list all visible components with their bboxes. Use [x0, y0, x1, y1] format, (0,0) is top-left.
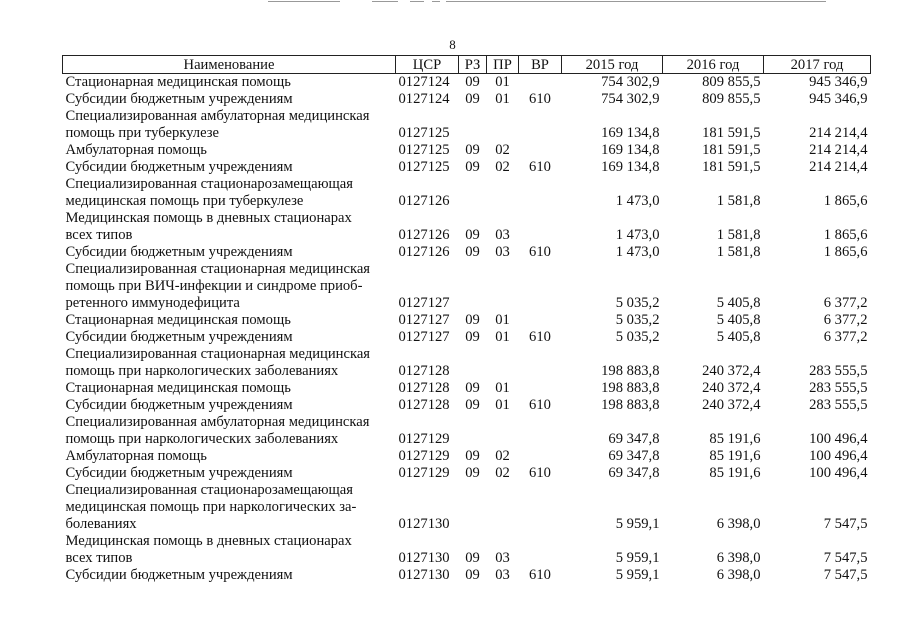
- row-name: [63, 244, 396, 261]
- table-row: [63, 108, 871, 142]
- row-csr: 0127128: [398, 397, 450, 413]
- header-vr: ВР: [519, 56, 562, 74]
- row-name-line: Стационарная медицинская помощь: [65, 74, 291, 90]
- row-2015: 5 035,2: [615, 295, 660, 311]
- row-rz: 09: [465, 159, 480, 175]
- row-name-line: Субсидии бюджетным учреждениям: [65, 397, 293, 413]
- row-vr: 610: [529, 159, 551, 175]
- table-row: [63, 380, 871, 397]
- row-vr: [519, 108, 562, 142]
- row-name: [63, 397, 396, 414]
- row-2015: 754 302,9: [601, 74, 660, 90]
- row-2016: 5 405,8: [716, 329, 761, 345]
- row-2016: 6 398,0: [716, 550, 761, 566]
- row-2016: 6 398,0: [716, 567, 761, 583]
- table-row: [63, 74, 871, 92]
- row-pr: 03: [495, 227, 510, 243]
- row-vr: [519, 312, 562, 329]
- row-2015: 169 134,8: [601, 142, 660, 158]
- row-name-line: помощь при туберкулезе: [65, 125, 219, 141]
- row-2016: 181 591,5: [702, 142, 761, 158]
- row-rz: 09: [465, 567, 480, 583]
- row-name: [63, 142, 396, 159]
- header-csr: ЦСР: [396, 56, 459, 74]
- row-name-line: болеваниях: [65, 516, 137, 532]
- row-2016: 6 398,0: [716, 516, 761, 532]
- row-name: [63, 108, 396, 142]
- row-2015: 5 035,2: [615, 312, 660, 328]
- row-2016: 181 591,5: [702, 125, 761, 141]
- row-rz: 09: [465, 465, 480, 481]
- row-csr: 0127125: [398, 142, 450, 158]
- table-row: [63, 346, 871, 380]
- row-2015: 69 347,8: [608, 448, 660, 464]
- row-2015: 5 959,1: [615, 516, 660, 532]
- row-2016: 85 191,6: [709, 448, 761, 464]
- row-pr: [487, 482, 519, 533]
- row-name-line: Медицинская помощь в дневных стационарах: [65, 533, 352, 549]
- row-pr: 01: [495, 397, 510, 413]
- row-name-line: Субсидии бюджетным учреждениям: [65, 159, 293, 175]
- row-vr: [519, 74, 562, 92]
- row-name-line: медицинская помощь при наркологических за-: [65, 499, 357, 515]
- table-row: [63, 261, 871, 312]
- header-name: Наименование: [63, 56, 396, 74]
- row-2017: 100 496,4: [809, 448, 868, 464]
- row-name: [63, 448, 396, 465]
- row-2015: 5 035,2: [615, 329, 660, 345]
- row-2017: 7 547,5: [823, 550, 868, 566]
- row-csr: 0127127: [398, 329, 450, 345]
- row-name-line: Амбулаторная помощь: [65, 142, 207, 158]
- table-row: [63, 482, 871, 533]
- row-pr: 03: [495, 550, 510, 566]
- header-2016: 2016 год: [663, 56, 764, 74]
- row-csr: 0127124: [398, 74, 450, 90]
- row-name: [63, 533, 396, 567]
- row-name-line: Субсидии бюджетным учреждениям: [65, 91, 293, 107]
- row-rz: 09: [465, 550, 480, 566]
- row-csr: 0127126: [398, 193, 450, 209]
- row-name: [63, 346, 396, 380]
- row-2016: 1 581,8: [716, 244, 761, 260]
- row-rz: 09: [465, 244, 480, 260]
- row-vr: [519, 533, 562, 567]
- row-pr: 01: [495, 329, 510, 345]
- row-2017: 7 547,5: [823, 516, 868, 532]
- row-2017: 214 214,4: [809, 159, 868, 175]
- row-name-line: Стационарная медицинская помощь: [65, 380, 291, 396]
- row-2017: 214 214,4: [809, 125, 868, 141]
- row-2017: 283 555,5: [809, 363, 868, 379]
- row-csr: 0127127: [398, 312, 450, 328]
- row-pr: [487, 261, 519, 312]
- row-name-line: Специализированная амбулаторная медицинская: [65, 108, 370, 124]
- row-2015: 69 347,8: [608, 431, 660, 447]
- table-row: [63, 329, 871, 346]
- header-pr: ПР: [487, 56, 519, 74]
- table-row: [63, 567, 871, 584]
- row-name-line: Специализированная стационарозамещающая: [65, 176, 353, 192]
- row-name-line: медицинская помощь при туберкулезе: [65, 193, 304, 209]
- row-csr: 0127126: [398, 227, 450, 243]
- row-2015: 198 883,8: [601, 397, 660, 413]
- row-2016: 5 405,8: [716, 312, 761, 328]
- row-vr: [519, 261, 562, 312]
- row-2017: 100 496,4: [809, 465, 868, 481]
- table-row: [63, 91, 871, 108]
- row-2015: 169 134,8: [601, 125, 660, 141]
- row-pr: 02: [495, 159, 510, 175]
- row-vr: 610: [529, 244, 551, 260]
- table-row: [63, 210, 871, 244]
- row-rz: 09: [465, 227, 480, 243]
- row-name: [63, 482, 396, 533]
- table-row: [63, 448, 871, 465]
- row-vr: [519, 380, 562, 397]
- table-body: [63, 74, 871, 585]
- table-row: [63, 244, 871, 261]
- row-name: [63, 465, 396, 482]
- row-name: [63, 159, 396, 176]
- row-name-line: помощь при наркологических заболеваниях: [65, 431, 339, 447]
- row-csr: 0127129: [398, 431, 450, 447]
- row-2016: 85 191,6: [709, 465, 761, 481]
- row-2017: 945 346,9: [809, 74, 868, 90]
- row-vr: [519, 414, 562, 448]
- row-2016: 240 372,4: [702, 397, 761, 413]
- budget-table: [62, 55, 871, 584]
- table-row: [63, 312, 871, 329]
- table-row: [63, 465, 871, 482]
- row-rz: [459, 346, 487, 380]
- header-2015: 2015 год: [562, 56, 663, 74]
- row-rz: [459, 108, 487, 142]
- row-pr: [487, 414, 519, 448]
- row-vr: 610: [529, 567, 551, 583]
- row-2015: 198 883,8: [601, 380, 660, 396]
- row-rz: 09: [465, 448, 480, 464]
- row-pr: 03: [495, 244, 510, 260]
- row-name: [63, 210, 396, 244]
- row-2016: 181 591,5: [702, 159, 761, 175]
- row-csr: 0127125: [398, 125, 450, 141]
- row-vr: 610: [529, 91, 551, 107]
- row-2017: 7 547,5: [823, 567, 868, 583]
- row-csr: 0127125: [398, 159, 450, 175]
- row-2015: 1 473,0: [615, 193, 660, 209]
- row-csr: 0127127: [398, 295, 450, 311]
- header-2017: 2017 год: [764, 56, 871, 74]
- row-name: [63, 312, 396, 329]
- row-pr: 03: [495, 567, 510, 583]
- header-rz: РЗ: [459, 56, 487, 74]
- page-number: 8: [449, 37, 456, 52]
- row-name-line: Стационарная медицинская помощь: [65, 312, 291, 328]
- row-2015: 1 473,0: [615, 244, 660, 260]
- row-2017: 214 214,4: [809, 142, 868, 158]
- row-rz: [459, 414, 487, 448]
- row-rz: 09: [465, 312, 480, 328]
- row-2015: 69 347,8: [608, 465, 660, 481]
- row-csr: 0127124: [398, 91, 450, 107]
- row-name-line: всех типов: [65, 550, 133, 566]
- row-rz: 09: [465, 329, 480, 345]
- row-2016: 5 405,8: [716, 295, 761, 311]
- row-rz: 09: [465, 91, 480, 107]
- table-row: [63, 533, 871, 567]
- row-2017: 945 346,9: [809, 91, 868, 107]
- row-pr: 01: [495, 74, 510, 90]
- row-pr: [487, 108, 519, 142]
- row-rz: [459, 261, 487, 312]
- row-vr: [519, 448, 562, 465]
- table-row: [63, 159, 871, 176]
- row-vr: 610: [529, 397, 551, 413]
- row-csr: 0127129: [398, 448, 450, 464]
- row-pr: [487, 176, 519, 210]
- row-2017: 1 865,6: [823, 193, 868, 209]
- row-rz: [459, 482, 487, 533]
- row-vr: [519, 210, 562, 244]
- row-name: [63, 91, 396, 108]
- row-name-line: Амбулаторная помощь: [65, 448, 207, 464]
- row-csr: 0127126: [398, 244, 450, 260]
- row-name-line: Специализированная стационарозамещающая: [65, 482, 353, 498]
- row-csr: 0127130: [398, 567, 450, 583]
- row-csr: 0127130: [398, 550, 450, 566]
- row-pr: 02: [495, 465, 510, 481]
- row-vr: [519, 142, 562, 159]
- table-header-row: [63, 56, 871, 74]
- row-name: [63, 414, 396, 448]
- row-2017: 6 377,2: [823, 312, 868, 328]
- row-2015: 5 959,1: [615, 567, 660, 583]
- row-pr: 02: [495, 448, 510, 464]
- row-2015: 1 473,0: [615, 227, 660, 243]
- row-name-line: Субсидии бюджетным учреждениям: [65, 244, 293, 260]
- row-2017: 6 377,2: [823, 329, 868, 345]
- row-vr: [519, 176, 562, 210]
- row-name: [63, 567, 396, 584]
- row-name: [63, 261, 396, 312]
- row-2017: 283 555,5: [809, 380, 868, 396]
- row-pr: 01: [495, 312, 510, 328]
- row-rz: [459, 176, 487, 210]
- row-2016: 240 372,4: [702, 363, 761, 379]
- row-name-line: ретенного иммунодефицита: [65, 295, 240, 311]
- row-vr: [519, 482, 562, 533]
- row-name-line: помощь при ВИЧ-инфекции и синдроме приоб-: [65, 278, 363, 294]
- row-name-line: Субсидии бюджетным учреждениям: [65, 465, 293, 481]
- row-name: [63, 380, 396, 397]
- row-name-line: помощь при наркологических заболеваниях: [65, 363, 339, 379]
- row-2015: 198 883,8: [601, 363, 660, 379]
- row-2017: 1 865,6: [823, 244, 868, 260]
- row-rz: 09: [465, 397, 480, 413]
- row-2015: 5 959,1: [615, 550, 660, 566]
- row-2015: 754 302,9: [601, 91, 660, 107]
- row-name-line: Медицинская помощь в дневных стационарах: [65, 210, 352, 226]
- table-row: [63, 414, 871, 448]
- row-rz: 09: [465, 380, 480, 396]
- scan-top-marks: [0, 0, 905, 6]
- table-row: [63, 176, 871, 210]
- row-vr: 610: [529, 329, 551, 345]
- row-vr: [519, 346, 562, 380]
- row-pr: 01: [495, 91, 510, 107]
- row-2016: 809 855,5: [702, 91, 761, 107]
- row-2016: 809 855,5: [702, 74, 761, 90]
- row-csr: 0127130: [398, 516, 450, 532]
- row-name: [63, 74, 396, 92]
- row-name-line: Специализированная стационарная медицинская: [65, 261, 371, 277]
- row-2016: 85 191,6: [709, 431, 761, 447]
- row-name-line: всех типов: [65, 227, 133, 243]
- row-2017: 283 555,5: [809, 397, 868, 413]
- row-name: [63, 329, 396, 346]
- table-row: [63, 142, 871, 159]
- row-2015: 169 134,8: [601, 159, 660, 175]
- row-vr: 610: [529, 465, 551, 481]
- row-2017: 1 865,6: [823, 227, 868, 243]
- row-name: [63, 176, 396, 210]
- row-2016: 1 581,8: [716, 227, 761, 243]
- row-pr: [487, 346, 519, 380]
- row-name-line: Субсидии бюджетным учреждениям: [65, 329, 293, 345]
- row-name-line: Специализированная стационарная медицинская: [65, 346, 371, 362]
- row-2017: 6 377,2: [823, 295, 868, 311]
- table-row: [63, 397, 871, 414]
- row-name-line: Специализированная амбулаторная медицинская: [65, 414, 370, 430]
- row-csr: 0127128: [398, 380, 450, 396]
- row-rz: 09: [465, 142, 480, 158]
- row-pr: 02: [495, 142, 510, 158]
- row-csr: 0127128: [398, 363, 450, 379]
- row-2016: 240 372,4: [702, 380, 761, 396]
- row-csr: 0127129: [398, 465, 450, 481]
- row-pr: 01: [495, 380, 510, 396]
- row-name-line: Субсидии бюджетным учреждениям: [65, 567, 293, 583]
- row-2017: 100 496,4: [809, 431, 868, 447]
- row-rz: 09: [465, 74, 480, 90]
- row-2016: 1 581,8: [716, 193, 761, 209]
